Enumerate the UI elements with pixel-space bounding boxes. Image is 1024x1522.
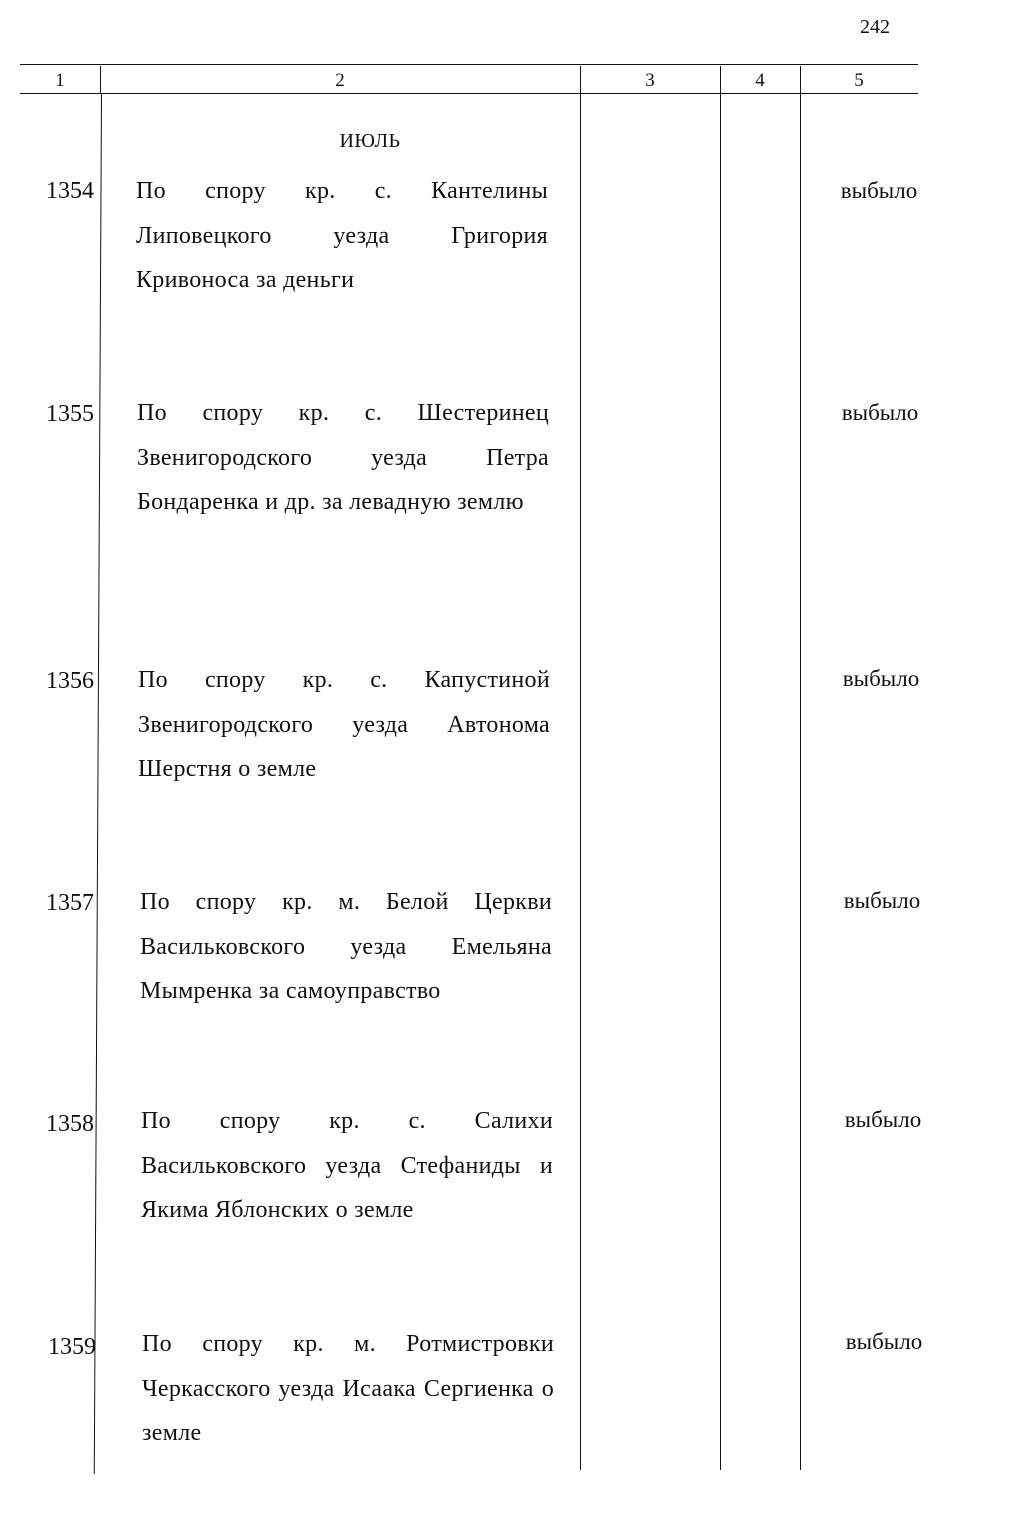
column-divider-2 <box>580 66 581 1470</box>
entry-number: 1358 <box>46 1111 94 1137</box>
month-heading: ИЮЛЬ <box>339 130 401 152</box>
entry-number: 1356 <box>46 668 94 694</box>
entry-status: выбыло <box>842 666 920 691</box>
column-header-4: 4 <box>755 70 765 91</box>
table-header-rule <box>20 93 918 94</box>
entry-number: 1359 <box>48 1334 96 1360</box>
entry-number: 1355 <box>46 401 94 427</box>
column-header-2: 2 <box>335 70 345 91</box>
entry-description: По спору кр. с. Шестеринец Звенигородского уезда Петра Бондаренка и др. за левадную землю <box>137 400 549 515</box>
entry-number: 1354 <box>46 178 94 204</box>
entry-description: По спору кр. с. Салихи Васильковского уезда Стефаниды и Якима Яблонских о земле <box>141 1108 553 1223</box>
entry-status: выбыло <box>844 1107 922 1132</box>
entry-status: выбыло <box>845 1329 923 1354</box>
entry-description: По спору кр. м. Белой Церкви Васильковского уезда Емельяна Мымренка за самоуправство <box>140 889 552 1004</box>
entry-description: По спору кр. с. Капустиной Звенигородского уезда Автонома Шерстня о земле <box>138 667 550 782</box>
entry-status: выбыло <box>841 400 919 425</box>
column-divider-1-body <box>94 94 102 1474</box>
column-divider-4 <box>800 66 801 1470</box>
column-divider-3 <box>720 66 721 1470</box>
entry-description: По спору кр. м. Ротмистровки Черкасского уезда Исаака Сергиенка о земле <box>142 1331 554 1446</box>
entry-status: выбыло <box>840 178 918 203</box>
entry-number: 1357 <box>46 890 94 916</box>
page-number: 242 <box>860 16 890 38</box>
column-header-1: 1 <box>55 70 65 91</box>
table-top-rule <box>20 64 918 65</box>
entry-description: По спору кр. с. Кантелины Липовецкого уезда Григория Кривоноса за деньги <box>136 178 548 293</box>
column-header-3: 3 <box>645 70 655 91</box>
entry-status: выбыло <box>843 888 921 913</box>
column-header-5: 5 <box>854 70 864 91</box>
